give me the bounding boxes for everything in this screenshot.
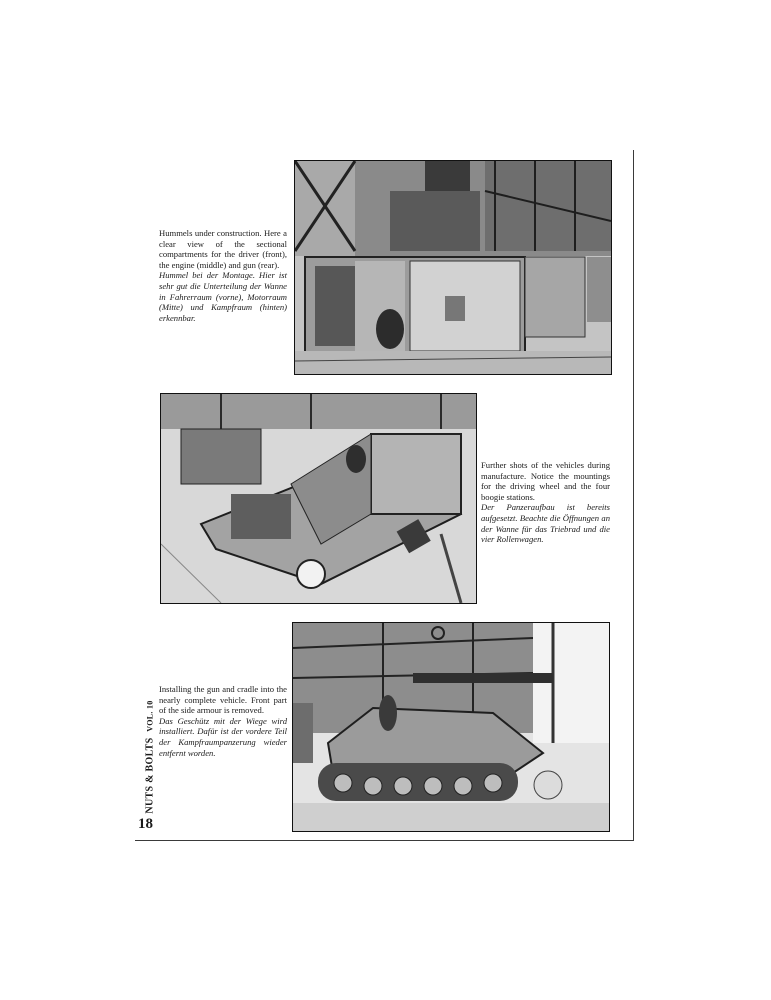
caption-1-german: Hummel bei der Montage. Hier ist sehr gut die Unterteilung der Wanne in Fahrerraum (vorne), Motorraum (Mitte) und Kampfraum (hinten) erkennbar. xyxy=(159,270,287,323)
caption-1-english: Hummels under construction. Here a clear view of the sectional compartments for the driver (front), the engine (middle) and gun (rear). xyxy=(159,228,287,270)
photo-vehicles-manufacture xyxy=(160,393,477,604)
photo-caption-2 xyxy=(481,460,610,545)
photo-caption-1 xyxy=(159,228,287,323)
photo-vehicles-manufacture-image xyxy=(161,394,476,603)
book-spine-title xyxy=(144,702,156,812)
photo-hull-compartments-image xyxy=(295,161,611,374)
caption-3-english: Installing the gun and cradle into the nearly complete vehicle. Front part of the side armour is removed. xyxy=(159,684,287,716)
photo-caption-3 xyxy=(159,684,287,758)
page-number: 18 xyxy=(138,816,153,832)
caption-2-german: Der Panzeraufbau ist bereits aufgesetzt. Beachte die Öffnungen an der Wanne für das Triebrad und die vier Rollenwagen. xyxy=(481,502,610,545)
caption-3-german: Das Geschütz mit der Wiege wird installiert. Dafür ist der vordere Teil der Kampfraumpanzerung wieder entfernt worden. xyxy=(159,715,287,758)
caption-2-english: Further shots of the vehicles during manufacture. Notice the mountings for the driving wheel and the four boogie stations. xyxy=(481,460,610,502)
photo-gun-installation xyxy=(292,622,610,832)
book-title: NUTS & BOLTS xyxy=(144,737,156,814)
photo-hull-compartments xyxy=(294,160,612,375)
photo-gun-installation-image xyxy=(293,623,609,831)
book-volume: VOL. 10 xyxy=(145,700,155,732)
